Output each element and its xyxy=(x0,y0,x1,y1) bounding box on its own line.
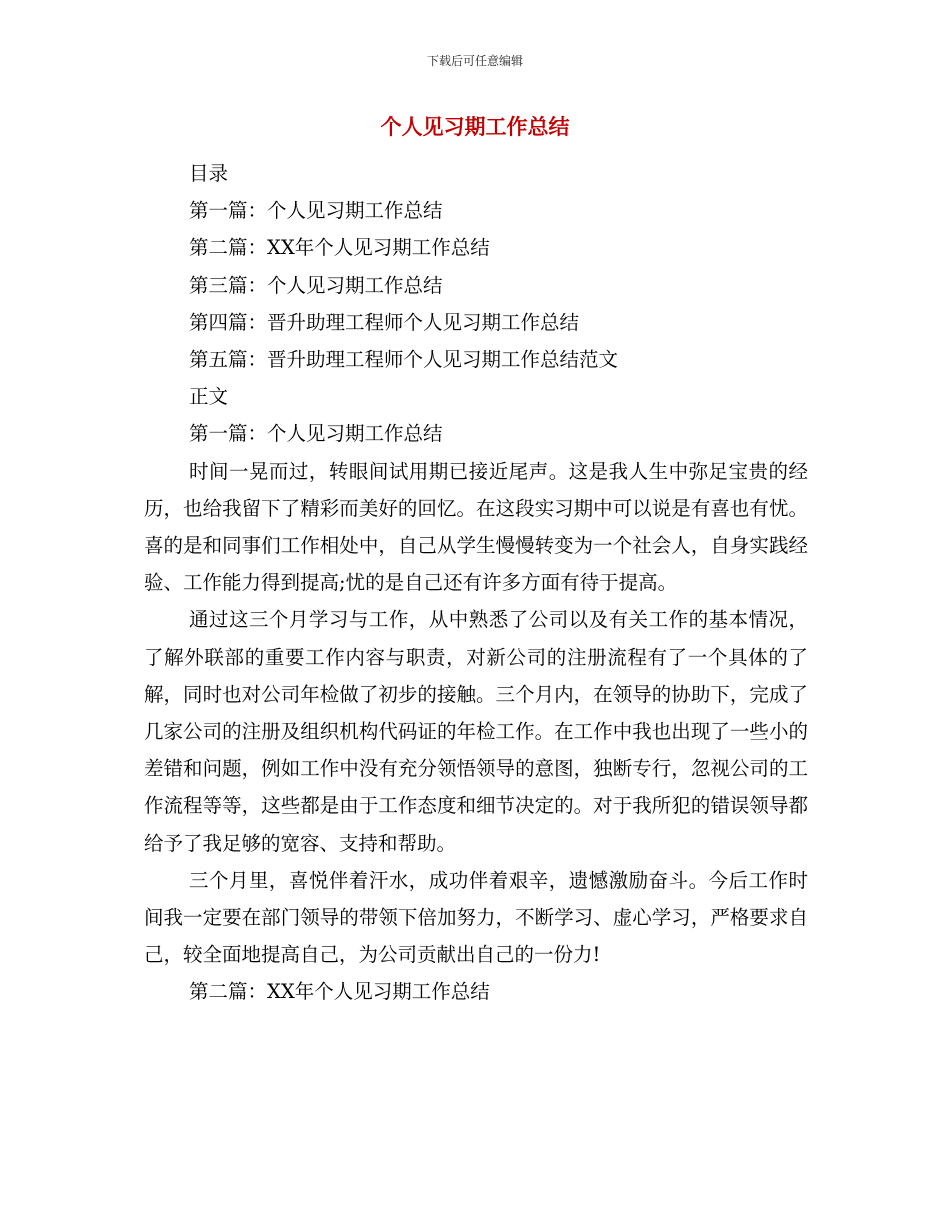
toc-item-4: 第四篇：晋升助理工程师个人见习期工作总结 xyxy=(189,310,580,334)
body-heading: 正文 xyxy=(189,385,229,409)
paragraph-3: 三个月里，喜悦伴着汗水，成功伴着艰辛，遗憾激励奋斗。今后工作时间我一定要在部门领导的带领下倍加努力，不断学习、虚心学习，严格要求自己，较全面地提高自己，为公司贡献出自己的一份力! xyxy=(144,868,808,967)
toc-item-3: 第三篇：个人见习期工作总结 xyxy=(189,273,443,297)
toc-heading: 目录 xyxy=(189,162,229,185)
toc-item-5: 第五篇：晋升助理工程师个人见习期工作总结范文 xyxy=(189,348,619,372)
toc-item-1: 第一篇：个人见习期工作总结 xyxy=(189,199,443,223)
document-title: 个人见习期工作总结 xyxy=(380,115,570,139)
document-body xyxy=(144,155,808,1011)
section-1-title: 第一篇：个人见习期工作总结 xyxy=(189,422,443,446)
page-header-note: 下载后可任意编辑 xyxy=(426,54,523,68)
paragraph-1: 时间一晃而过，转眼间试用期已接近尾声。这是我人生中弥足宝贵的经历，也给我留下了精彩而美好的回忆。在这段实习期中可以说是有喜也有忧。喜的是和同事们工作相处中，自己从学生慢慢转变为一个社会人，自身实践经验、工作能力得到提高;忧的是自己还有许多方面有待于提高。 xyxy=(144,459,808,595)
paragraph-2: 通过这三个月学习与工作，从中熟悉了公司以及有关工作的基本情况，了解外联部的重要工作内容与职责，对新公司的注册流程有了一个具体的了解，同时也对公司年检做了初步的接触。三个月内，在领导的协助下，完成了几家公司的注册及组织机构代码证的年检工作。在工作中我也出现了一些小的差错和问题，例如工作中没有充分领悟领导的意图，独断专行，忽视公司的工作流程等等，这些都是由于工作态度和细节决定的。对于我所犯的错误领导都给予了我足够的宽容、支持和帮助。 xyxy=(144,608,808,855)
toc-item-2: 第二篇：XX年个人见习期工作总结 xyxy=(189,236,490,260)
section-2-title: 第二篇：XX年个人见习期工作总结 xyxy=(189,980,490,1004)
